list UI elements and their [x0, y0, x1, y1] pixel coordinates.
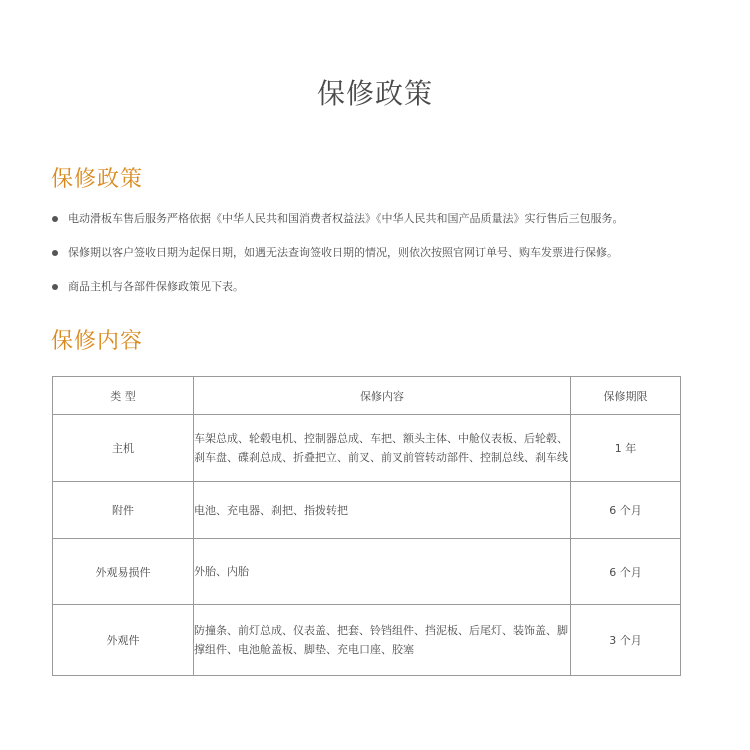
bullet-dot-icon — [52, 250, 58, 256]
content-cell: 外胎、内胎 — [194, 539, 571, 605]
period-cell: 3 个月 — [571, 605, 681, 676]
policy-bullet-list — [51, 208, 711, 310]
type-cell: 外观易损件 — [53, 539, 194, 605]
content-cell: 防撞条、前灯总成、仪表盖、把套、铃铛组件、挡泥板、后尾灯、装饰盖、脚撑组件、电池舱盖板、脚垫、充电口座、胶塞 — [194, 605, 571, 676]
table-row — [53, 482, 681, 539]
section-heading-policy: 保修政策 — [51, 167, 144, 192]
column-header-period: 保修期限 — [571, 377, 681, 415]
type-cell: 主机 — [53, 415, 194, 482]
content-cell: 车架总成、轮毂电机、控制器总成、车把、额头主体、中舱仪表板、后轮毂、刹车盘、碟刹总成、折叠把立、前叉、前叉前管转动部件、控制总线、刹车线 — [194, 415, 571, 482]
period-cell: 1 年 — [571, 415, 681, 482]
column-header-type: 类 型 — [53, 377, 194, 415]
page-title: 保修政策 — [316, 77, 433, 110]
type-cell: 附件 — [53, 482, 194, 539]
column-header-content: 保修内容 — [194, 377, 571, 415]
table-header-row — [53, 377, 681, 415]
bullet-text: 商品主机与各部件保修政策见下表。 — [68, 280, 244, 293]
period-cell: 6 个月 — [571, 539, 681, 605]
list-item — [51, 242, 711, 276]
bullet-text: 保修期以客户签收日期为起保日期，如遇无法查询签收日期的情况，则依次按照官网订单号、购车发票进行保修。 — [68, 246, 618, 259]
type-cell: 外观件 — [53, 605, 194, 676]
list-item — [51, 276, 711, 310]
table-row — [53, 539, 681, 605]
table-row — [53, 605, 681, 676]
bullet-text: 电动滑板车售后服务严格依据《中华人民共和国消费者权益法》《中华人民共和国产品质量法》实行售后三包服务。 — [68, 212, 624, 225]
section-heading-content: 保修内容 — [51, 329, 144, 354]
table-row — [53, 415, 681, 482]
bullet-dot-icon — [52, 284, 58, 290]
bullet-dot-icon — [52, 216, 58, 222]
warranty-table — [52, 376, 681, 676]
content-cell: 电池、充电器、刹把、指拨转把 — [194, 482, 571, 539]
period-cell: 6 个月 — [571, 482, 681, 539]
list-item — [51, 208, 711, 242]
